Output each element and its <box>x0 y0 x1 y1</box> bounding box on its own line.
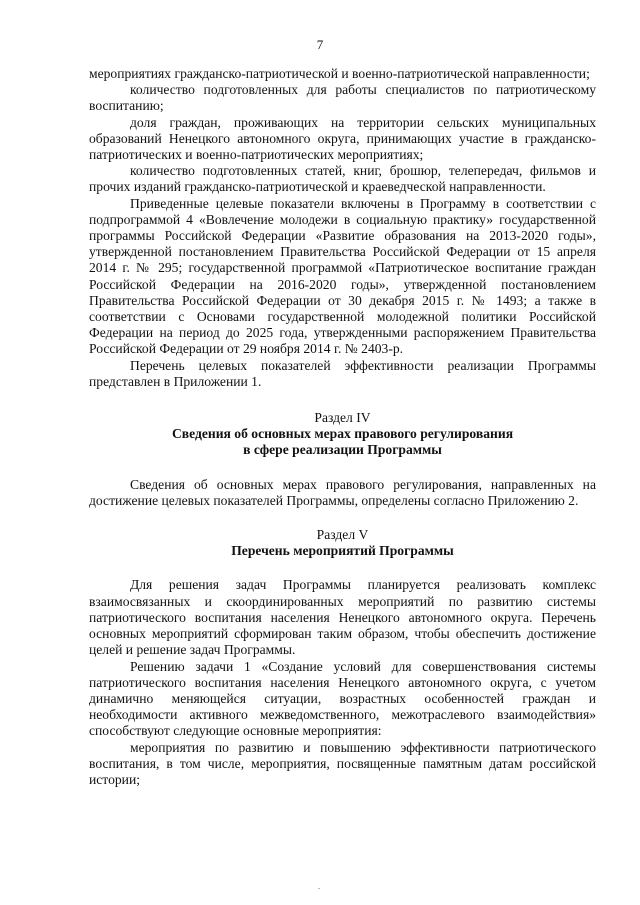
section-title: Сведения об основных мерах правового регулирования <box>171 426 514 442</box>
scan-speck <box>318 888 320 889</box>
paragraph: мероприятия по развитию и повышению эффективности патриотического воспитания, в том числе, мероприятия, посвященные памятным датам российской истории; <box>89 739 596 787</box>
paragraph: доля граждан, проживающих на территории сельских муниципальных образований Ненецкого автономного округа, принимающих участие в гражданско-патриотических и военно-патриотических мероприятиях; <box>89 114 596 163</box>
paragraph: Решению задачи 1 «Создание условий для совершенствования системы патриотического воспитания населения Ненецкого автономного округа, с учетом динамично меняющейся ситуации, возрастных особенностей граждан и необходимости активного межведомственного, межотраслевого взаимодействия» способствуют следующие основные мероприятия: <box>89 658 596 739</box>
paragraph: количество подготовленных статей, книг, брошюр, телепередач, фильмов и прочих изданий гражданско-патриотической и краеведческой направленности. <box>89 163 596 195</box>
paragraph: мероприятиях гражданско-патриотической и военно-патриотической направленности; <box>89 66 590 81</box>
page-body <box>89 66 596 788</box>
section-title: в сфере реализации Программы <box>243 442 442 458</box>
page-number: 7 <box>316 37 324 52</box>
paragraph: Для решения задач Программы планируется реализовать комплекс взаимосвязанных и скоординированных мероприятий по развитию системы патриотического воспитания населения Ненецкого автономного округа. Перечень основных мероприятий сформирован таким образом, чтобы обеспечить достижение целей и решение задач Программы. <box>89 577 596 658</box>
paragraph: Сведения об основных мерах правового регулирования, направленных на достижение целевых показателей Программы, определены согласно Приложению 2. <box>89 476 596 508</box>
section-5-heading <box>89 527 596 559</box>
paragraph: количество подготовленных для работы специалистов по патриотическому воспитанию; <box>89 82 596 114</box>
section-label: Раздел IV <box>314 410 371 426</box>
section-4-heading <box>89 410 596 459</box>
section-title: Перечень мероприятий Программы <box>231 543 454 559</box>
section-label: Раздел V <box>316 527 369 543</box>
paragraph: Перечень целевых показателей эффективности реализации Программы представлен в Приложении 1. <box>89 357 596 389</box>
paragraph: Приведенные целевые показатели включены в Программу в соответствии с подпрограммой 4 «Вовлечение молодежи в социальную практику» государственной программы Российской Федерации «Развитие образования на 2013-2020 годы», утвержденной постановлением Правительства Российской Федерации от 15 апреля 2014 г. № 295; государственной программой «Патриотическое воспитание граждан Российской Федерации на 2016-2020 годы», утвержденной постановлением Правительства Российской Федерации от 30 декабря 2015 г. № 1493; а также в соответствии с Основами государственной молодежной политики Российской Федерации на период до 2025 года, утвержденными распоряжением Правительства Российской Федерации от 29 ноября 2014 г. № 2403-р. <box>89 195 596 357</box>
